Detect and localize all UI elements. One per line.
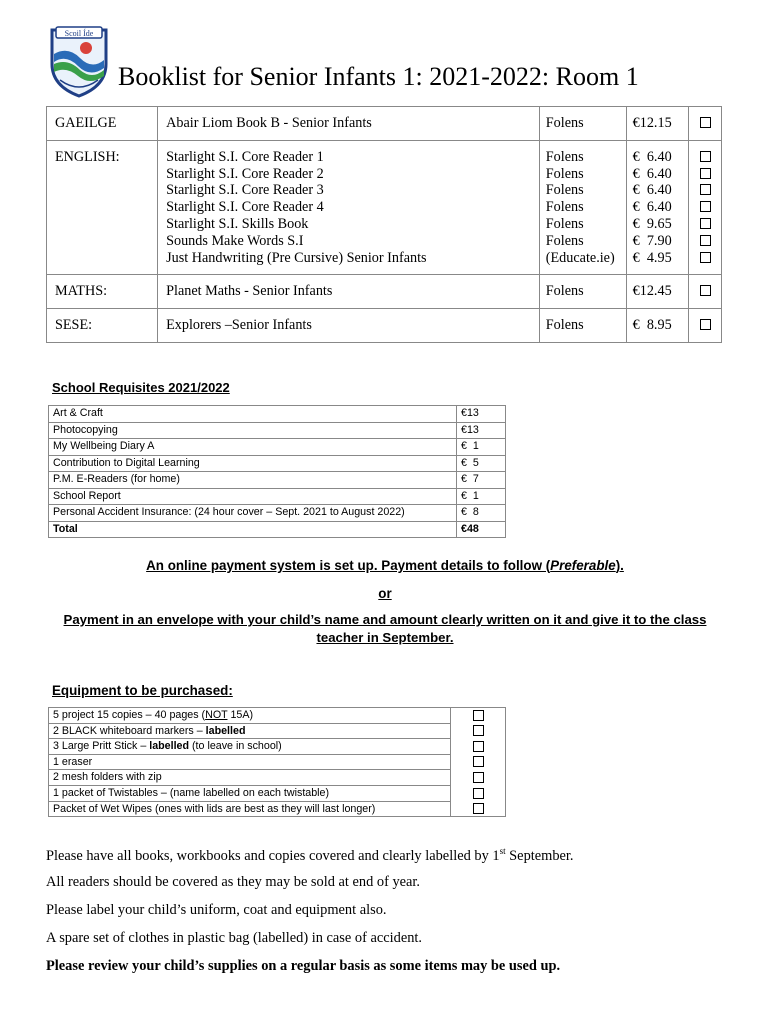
requisite-item: P.M. E-Readers (for home) (49, 472, 457, 489)
book-price: €12.15 (626, 107, 689, 141)
table-row (47, 107, 722, 141)
table-row (47, 309, 722, 343)
book-price: € 6.40 (632, 165, 672, 182)
book-title: Abair Liom Book B - Senior Infants (158, 107, 540, 141)
checkbox[interactable] (473, 772, 484, 783)
subject-cell: GAEILGE (47, 107, 158, 141)
book-publisher: (Educate.ie) (545, 249, 615, 266)
book-title: Starlight S.I. Core Reader 1 (166, 148, 324, 165)
book-price: € 6.40 (632, 199, 672, 216)
equipment-item: 2 BLACK whiteboard markers – labelled (49, 723, 451, 739)
total-row (49, 521, 506, 538)
equipment-item: 1 eraser (49, 754, 451, 770)
note-labels: Please label your child’s uniform, coat and equipment also. (46, 902, 387, 918)
requisite-item: My Wellbeing Diary A (49, 439, 457, 456)
checkbox[interactable] (700, 252, 711, 263)
table-row (49, 488, 506, 505)
equipment-item: 1 packet of Twistables – (name labelled on each twistable) (49, 785, 451, 801)
checkbox[interactable] (700, 117, 711, 128)
subject-cell: MATHS: (47, 275, 158, 309)
table-row (47, 140, 722, 275)
book-publisher: Folens (545, 199, 584, 216)
equipment-item: 2 mesh folders with zip (49, 770, 451, 786)
requisite-item: Contribution to Digital Learning (49, 455, 457, 472)
table-row (49, 455, 506, 472)
book-publisher: Folens (539, 107, 626, 141)
book-price: €12.45 (626, 275, 689, 309)
book-title: Starlight S.I. Skills Book (166, 215, 309, 232)
requisite-item: School Report (49, 488, 457, 505)
school-crest-icon (46, 24, 112, 98)
book-title: Starlight S.I. Core Reader 2 (166, 165, 324, 182)
table-row (49, 422, 506, 439)
total-amount: €48 (457, 521, 506, 538)
table-row (47, 275, 722, 309)
book-publisher: Folens (539, 309, 626, 343)
book-price: € 9.65 (632, 215, 672, 232)
book-title: Just Handwriting (Pre Cursive) Senior Infants (166, 249, 427, 266)
book-title: Starlight S.I. Core Reader 3 (166, 182, 324, 199)
requisite-item: Art & Craft (49, 406, 457, 423)
book-publisher: Folens (545, 215, 584, 232)
requisite-item: Personal Accident Insurance: (24 hour cover – Sept. 2021 to August 2022) (49, 505, 457, 522)
checkbox[interactable] (473, 803, 484, 814)
requisite-amount: € 5 (457, 455, 506, 472)
equipment-item: 5 project 15 copies – 40 pages (NOT 15A) (49, 708, 451, 724)
book-price: € 6.40 (632, 148, 672, 165)
book-publisher: Folens (545, 148, 584, 165)
requisite-amount: €13 (457, 422, 506, 439)
table-row (49, 723, 506, 739)
table-row (49, 739, 506, 755)
table-row (49, 801, 506, 817)
equipment-item: 3 Large Pritt Stick – labelled (to leave in school) (49, 739, 451, 755)
requisite-amount: € 1 (457, 488, 506, 505)
table-row (49, 754, 506, 770)
checkbox[interactable] (700, 285, 711, 296)
checkbox[interactable] (473, 741, 484, 752)
book-title: Starlight S.I. Core Reader 4 (166, 199, 324, 216)
page-title: Booklist for Senior Infants 1: 2021-2022: Room 1 (118, 62, 639, 91)
subject-cell: ENGLISH: (47, 140, 158, 275)
note-covering: Please have all books, workbooks and copies covered and clearly labelled by 1st September. (46, 846, 574, 864)
table-row (49, 770, 506, 786)
book-price: € 7.90 (632, 232, 672, 249)
table-row (49, 439, 506, 456)
note-spare-clothes: A spare set of clothes in plastic bag (labelled) in case of accident. (46, 930, 423, 946)
note-readers: All readers should be covered as they may be sold at end of year. (46, 874, 421, 890)
checkbox[interactable] (700, 319, 711, 330)
checkbox[interactable] (473, 756, 484, 767)
book-publisher: Folens (539, 275, 626, 309)
table-row (49, 785, 506, 801)
book-title: Explorers –Senior Infants (158, 309, 540, 343)
envelope-payment-note: Payment in an envelope with your child’s name and amount clearly written on it and give it to the class teacher in September. (63, 612, 707, 645)
requisite-amount: € 7 (457, 472, 506, 489)
checkbox[interactable] (473, 725, 484, 736)
book-title: Planet Maths - Senior Infants (158, 275, 540, 309)
logo-label: Scoil Íde (64, 29, 94, 38)
book-title: Sounds Make Words S.I (166, 232, 304, 249)
table-row (49, 708, 506, 724)
table-row (49, 505, 506, 522)
requisite-amount: €13 (457, 406, 506, 423)
book-price: € 6.40 (632, 182, 672, 199)
checkbox[interactable] (700, 235, 711, 246)
booklist-table (46, 106, 722, 343)
table-row (49, 406, 506, 423)
checkbox[interactable] (700, 218, 711, 229)
equipment-heading: Equipment to be purchased: (52, 683, 233, 698)
book-price: € 8.95 (626, 309, 689, 343)
requisite-item: Photocopying (49, 422, 457, 439)
requisites-heading: School Requisites 2021/2022 (52, 380, 230, 395)
equipment-item: Packet of Wet Wipes (ones with lids are best as they will last longer) (49, 801, 451, 817)
book-publisher: Folens (545, 232, 584, 249)
online-payment-note: An online payment system is set up. Payment details to follow (Preferable). (146, 558, 624, 573)
checkbox[interactable] (700, 151, 711, 162)
requisite-amount: € 8 (457, 505, 506, 522)
subject-cell: SESE: (47, 309, 158, 343)
book-publisher: Folens (545, 182, 584, 199)
total-label: Total (49, 521, 457, 538)
note-review-supplies: Please review your child’s supplies on a regular basis as some items may be used up. (46, 958, 561, 974)
checkbox[interactable] (473, 788, 484, 799)
checkbox[interactable] (700, 184, 711, 195)
book-price: € 4.95 (632, 249, 672, 266)
requisite-amount: € 1 (457, 439, 506, 456)
book-publisher: Folens (545, 165, 584, 182)
table-row (49, 472, 506, 489)
requisites-table (48, 405, 506, 538)
or-separator: or (378, 586, 392, 601)
checkbox[interactable] (700, 201, 711, 212)
equipment-table (48, 707, 506, 817)
checkbox[interactable] (700, 168, 711, 179)
checkbox[interactable] (473, 710, 484, 721)
